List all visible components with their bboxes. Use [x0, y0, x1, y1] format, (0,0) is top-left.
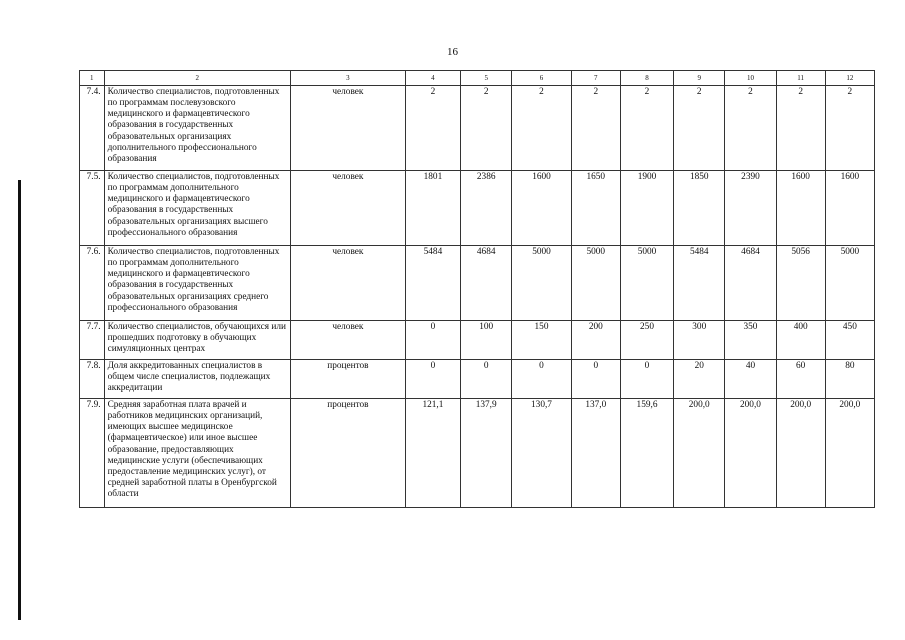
value-cell: 1600	[825, 171, 874, 246]
column-number-row	[80, 71, 875, 86]
value-cell: 5000	[825, 246, 874, 321]
column-number: 1	[80, 71, 105, 86]
table-row	[80, 399, 875, 508]
column-number: 9	[674, 71, 725, 86]
value-cell: 0	[620, 360, 673, 399]
unit-cell: процентов	[291, 399, 406, 508]
value-cell: 5000	[571, 246, 620, 321]
value-cell: 150	[512, 321, 571, 360]
column-number: 8	[620, 71, 673, 86]
value-cell: 450	[825, 321, 874, 360]
column-number: 4	[405, 71, 460, 86]
indicators-table	[79, 70, 875, 508]
value-cell: 137,9	[461, 399, 512, 508]
column-number: 7	[571, 71, 620, 86]
unit-cell: человек	[291, 171, 406, 246]
value-cell: 100	[461, 321, 512, 360]
value-cell: 2	[776, 86, 825, 171]
value-cell: 0	[571, 360, 620, 399]
value-cell: 5000	[620, 246, 673, 321]
value-cell: 2386	[461, 171, 512, 246]
value-cell: 80	[825, 360, 874, 399]
value-cell: 137,0	[571, 399, 620, 508]
value-cell: 0	[461, 360, 512, 399]
row-number: 7.6.	[80, 246, 105, 321]
value-cell: 400	[776, 321, 825, 360]
value-cell: 350	[725, 321, 776, 360]
value-cell: 200	[571, 321, 620, 360]
column-number: 5	[461, 71, 512, 86]
row-number: 7.8.	[80, 360, 105, 399]
value-cell: 1650	[571, 171, 620, 246]
value-cell: 200,0	[825, 399, 874, 508]
indicator-name: Количество специалистов, подготовленных по программам дополнительного медицинского и фармацевтического образования в государственных образовательных организациях высшего профессионального образования	[104, 171, 290, 246]
unit-cell: человек	[291, 246, 406, 321]
row-number: 7.7.	[80, 321, 105, 360]
value-cell: 250	[620, 321, 673, 360]
value-cell: 60	[776, 360, 825, 399]
table-row	[80, 171, 875, 246]
column-number: 11	[776, 71, 825, 86]
value-cell: 4684	[725, 246, 776, 321]
value-cell: 2	[571, 86, 620, 171]
row-number: 7.4.	[80, 86, 105, 171]
value-cell: 5000	[512, 246, 571, 321]
indicator-name: Количество специалистов, подготовленных по программам послевузовского медицинского и фармацевтического образования в государственных образовательных организациях дополнительного профессионального образования	[104, 86, 290, 171]
value-cell: 2	[825, 86, 874, 171]
value-cell: 4684	[461, 246, 512, 321]
value-cell: 5056	[776, 246, 825, 321]
page-number: 16	[447, 46, 458, 58]
value-cell: 2	[725, 86, 776, 171]
value-cell: 121,1	[405, 399, 460, 508]
value-cell: 1900	[620, 171, 673, 246]
value-cell: 200,0	[725, 399, 776, 508]
value-cell: 5484	[405, 246, 460, 321]
row-number: 7.5.	[80, 171, 105, 246]
unit-cell: человек	[291, 86, 406, 171]
table-row	[80, 86, 875, 171]
indicator-name: Средняя заработная плата врачей и работников медицинских организаций, имеющих высшее медицинское (фармацевтическое) или иное высшее образование, предоставляющих медицинские услуги (обеспечивающих предоставление медицинских услуг), от средней заработной платы в Оренбургской области	[104, 399, 290, 508]
column-number: 12	[825, 71, 874, 86]
value-cell: 159,6	[620, 399, 673, 508]
value-cell: 130,7	[512, 399, 571, 508]
value-cell: 1600	[512, 171, 571, 246]
value-cell: 0	[512, 360, 571, 399]
value-cell: 2390	[725, 171, 776, 246]
value-cell: 1850	[674, 171, 725, 246]
value-cell: 200,0	[776, 399, 825, 508]
value-cell: 2	[674, 86, 725, 171]
unit-cell: процентов	[291, 360, 406, 399]
value-cell: 2	[512, 86, 571, 171]
value-cell: 5484	[674, 246, 725, 321]
scan-edge-line	[18, 180, 21, 620]
unit-cell: человек	[291, 321, 406, 360]
value-cell: 20	[674, 360, 725, 399]
table-row	[80, 246, 875, 321]
indicator-name: Доля аккредитованных специалистов в общем числе специалистов, подлежащих аккредитации	[104, 360, 290, 399]
value-cell: 40	[725, 360, 776, 399]
column-number: 2	[104, 71, 290, 86]
value-cell: 0	[405, 360, 460, 399]
table-row	[80, 360, 875, 399]
column-number: 10	[725, 71, 776, 86]
value-cell: 2	[461, 86, 512, 171]
indicator-name: Количество специалистов, подготовленных по программам дополнительного медицинского и фармацевтического образования в государственных образовательных организациях среднего профессионального образования	[104, 246, 290, 321]
value-cell: 300	[674, 321, 725, 360]
row-number: 7.9.	[80, 399, 105, 508]
column-number: 6	[512, 71, 571, 86]
value-cell: 1600	[776, 171, 825, 246]
value-cell: 0	[405, 321, 460, 360]
column-number: 3	[291, 71, 406, 86]
value-cell: 200,0	[674, 399, 725, 508]
value-cell: 2	[620, 86, 673, 171]
value-cell: 1801	[405, 171, 460, 246]
table-row	[80, 321, 875, 360]
indicator-name: Количество специалистов, обучающихся или прошедших подготовку в обучающих симуляционных центрах	[104, 321, 290, 360]
value-cell: 2	[405, 86, 460, 171]
